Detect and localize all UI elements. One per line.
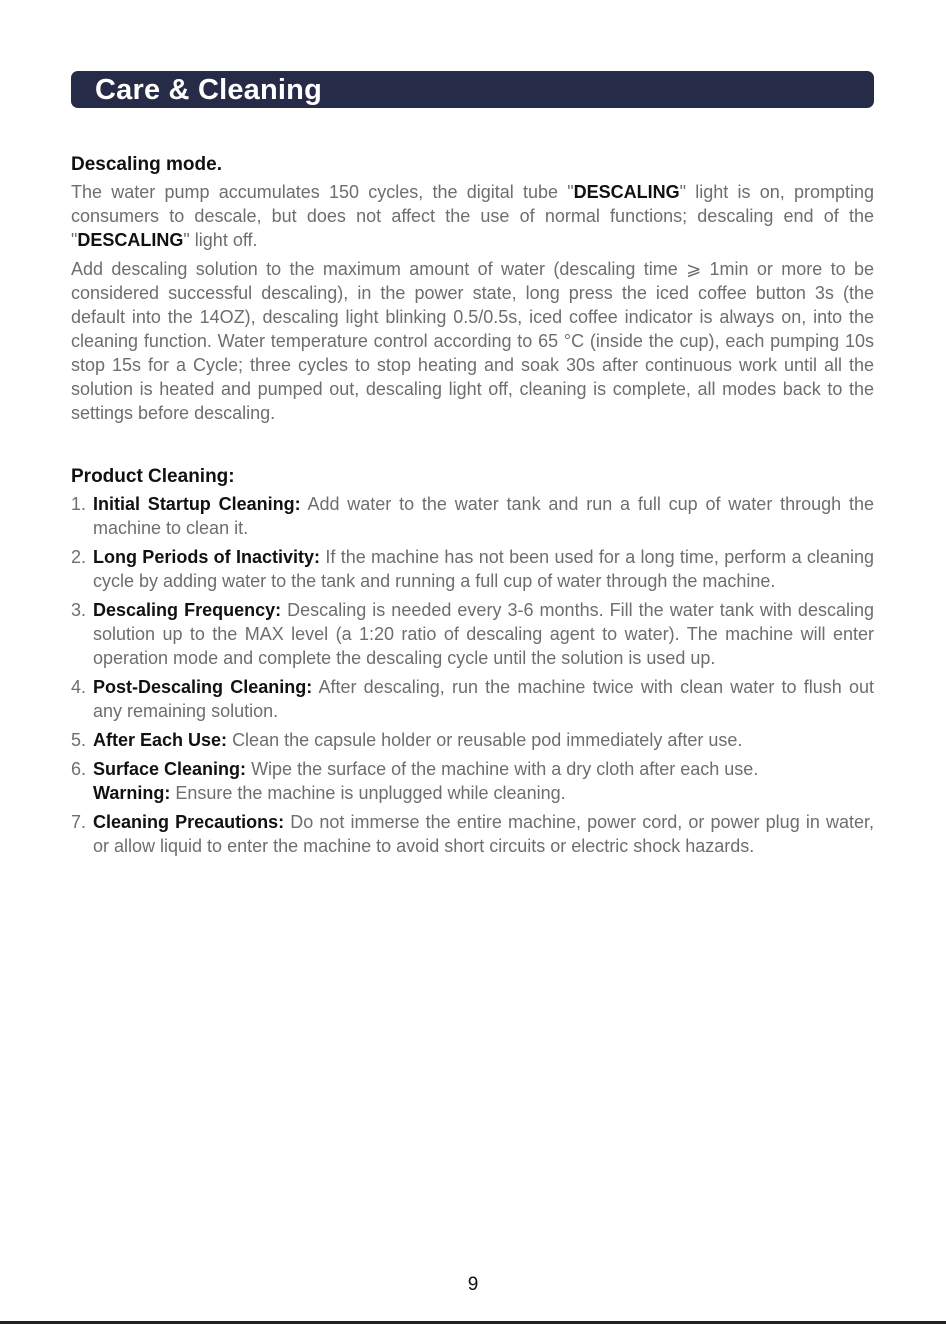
list-item-number: 2. <box>71 547 87 567</box>
list-item-title: Surface Cleaning: <box>93 759 247 779</box>
list-item-text: Do not immerse the entire machine, power cord, or power plug in water, or allow liquid to enter the machine to avoid short circuits or electric shock hazards. <box>93 812 874 856</box>
list-item-number: 7. <box>71 812 87 832</box>
list-item-number: 5. <box>71 730 87 750</box>
descaling-paragraph-2: Add descaling solution to the maximum amount of water (descaling time ⩾ 1min or more to be considered successful descaling), in the power state, long press the iced coffee button 3s (the default into the 14OZ), descaling light blinking 0.5/0.5s, iced coffee indicator is always on, into the cleaning function. Water temperature control according to 65 °C (inside the cup), each pumping 10s stop 15s for a Cycle; three cycles to stop heating and soak 30s after continuous work until all the solution is heated and pumped out, descaling light off, cleaning is complete, all modes back to the settings before descaling. <box>71 259 874 423</box>
list-item <box>71 675 874 723</box>
list-item-text: Clean the capsule holder or reusable pod immediately after use. <box>232 730 743 750</box>
list-item-text: If the machine has not been used for a long time, perform a cleaning cycle by adding water to the tank and running a full cup of water through the machine. <box>93 547 874 591</box>
list-item <box>71 545 874 593</box>
descaling-text-part-2: " light is on, prompting consumers to descale, but does not affect the use of normal functions; descaling end of the " <box>71 182 874 250</box>
list-item <box>71 728 874 752</box>
descaling-paragraph-1 <box>71 180 874 252</box>
warning-title: Warning: <box>93 783 171 803</box>
list-item-text: Add water to the water tank and run a full cup of water through the machine to clean it. <box>93 494 874 538</box>
page-number: 9 <box>467 1274 479 1295</box>
cleaning-list <box>71 492 874 858</box>
page-content <box>71 152 874 863</box>
warning-text: Ensure the machine is unplugged while cleaning. <box>175 783 566 803</box>
descaling-text-part-1: The water pump accumulates 150 cycles, the digital tube " <box>71 182 574 202</box>
list-item-title: Cleaning Precautions: <box>93 812 285 832</box>
list-item <box>71 492 874 540</box>
section-title: Care & Cleaning <box>95 74 322 106</box>
product-cleaning-heading: Product Cleaning: <box>71 466 235 487</box>
list-item <box>71 757 874 805</box>
warning-note <box>93 781 874 805</box>
list-item-text: After descaling, run the machine twice with clean water to flush out any remaining solution. <box>93 677 874 721</box>
descaling-highlight-1: DESCALING <box>573 182 680 202</box>
list-item-number: 3. <box>71 600 87 620</box>
list-item-title: After Each Use: <box>93 730 228 750</box>
list-item-text: Wipe the surface of the machine with a dry cloth after each use. <box>251 759 759 779</box>
descaling-highlight-2: DESCALING <box>77 230 184 250</box>
section-header-bar <box>71 71 874 108</box>
descaling-text-part-3: " light off. <box>183 230 258 250</box>
section-spacer <box>71 430 874 464</box>
list-item-number: 6. <box>71 759 87 779</box>
descaling-heading: Descaling mode. <box>71 154 222 175</box>
list-item-title: Long Periods of Inactivity: <box>93 547 321 567</box>
list-item <box>71 598 874 670</box>
list-item-number: 1. <box>71 494 87 514</box>
list-item-text: Descaling is needed every 3-6 months. Fill the water tank with descaling solution up to the MAX level (a 1:20 ratio of descaling agent to water). The machine will enter operation mode and complete the descaling cycle until the solution is used up. <box>93 600 874 668</box>
list-item-title: Descaling Frequency: <box>93 600 282 620</box>
list-item-number: 4. <box>71 677 87 697</box>
list-item <box>71 810 874 858</box>
list-item-title: Post-Descaling Cleaning: <box>93 677 313 697</box>
list-item-title: Initial Startup Cleaning: <box>93 494 301 514</box>
